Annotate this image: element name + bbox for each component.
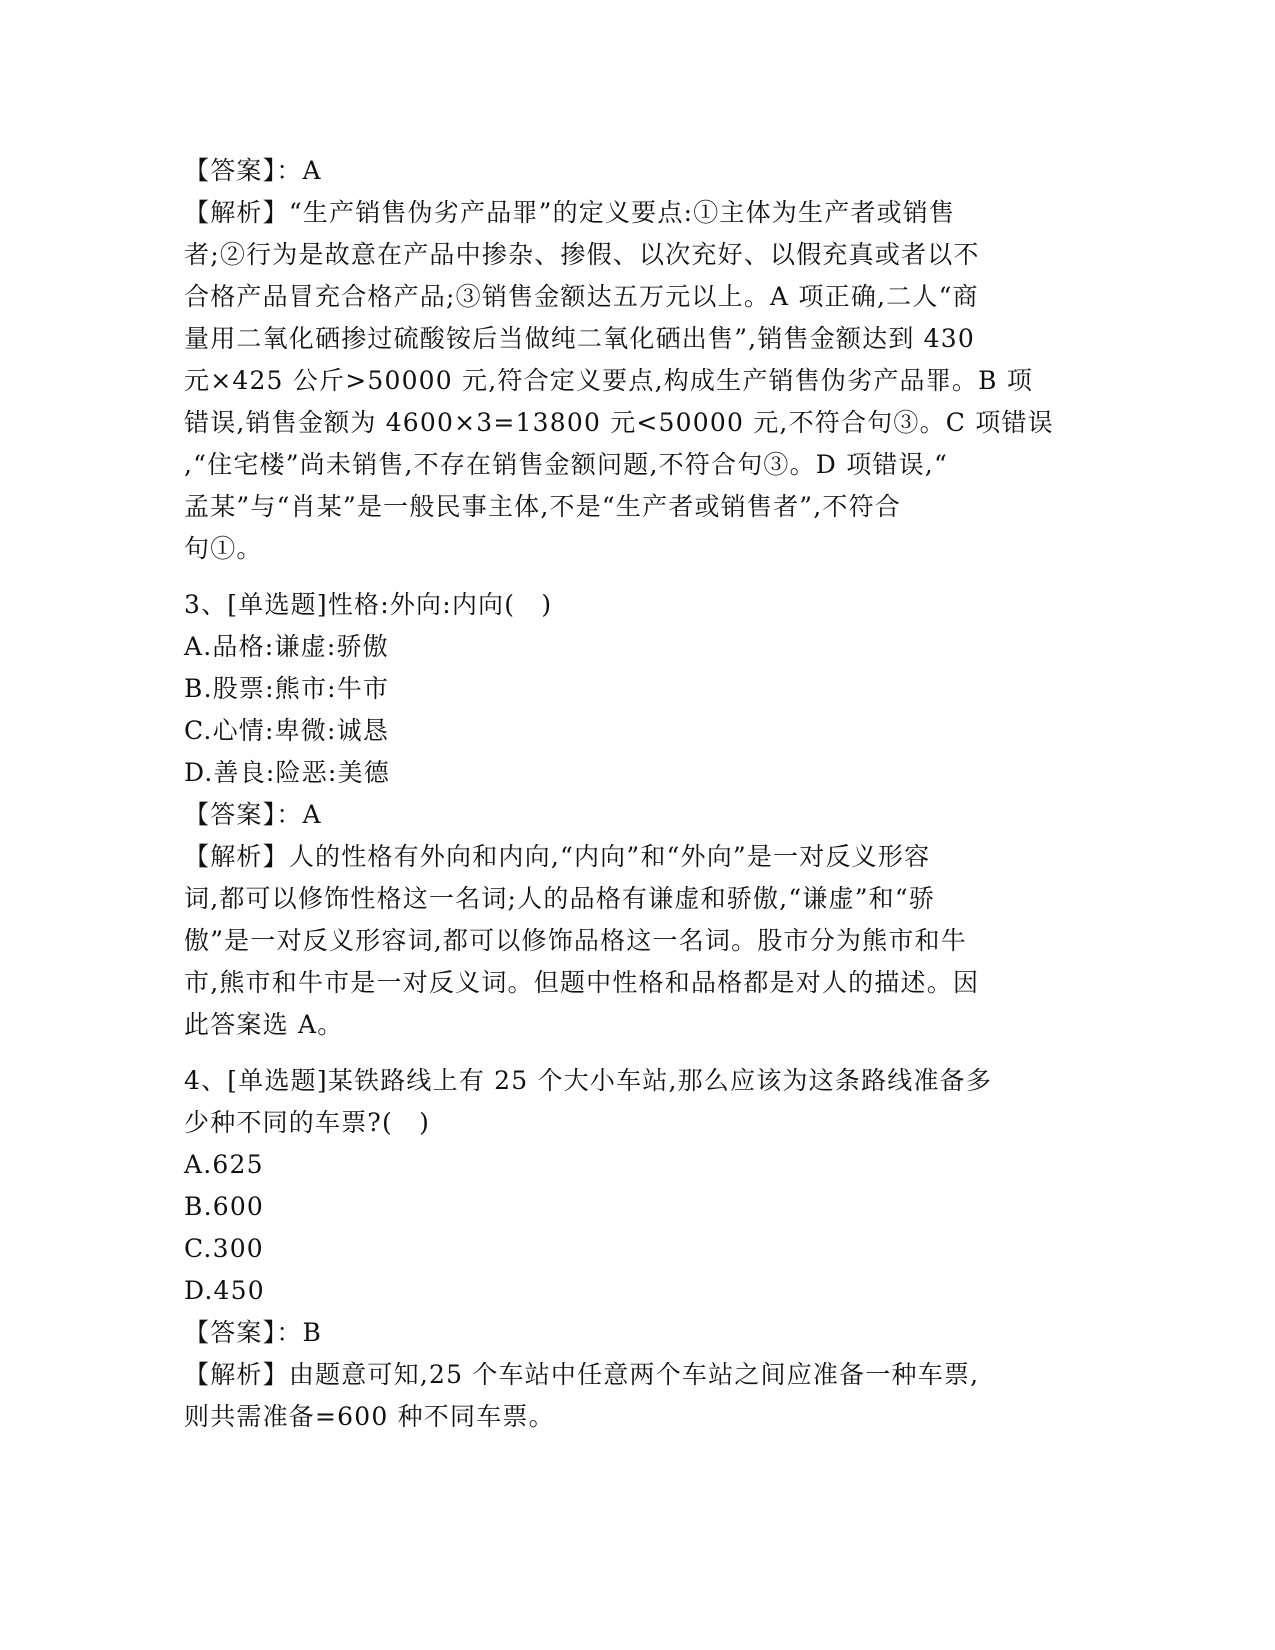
q4-analysis-line [184, 1354, 1094, 1396]
analysis-label: 【解析】 [184, 1360, 289, 1389]
page-content [184, 150, 1094, 1438]
analysis-text: 量用二氧化硒掺过硫酸铵后当做纯二氧化硒出售”,销售金额达到 430 [184, 324, 975, 353]
q2-answer-line [184, 150, 1094, 192]
analysis-text: 市,熊市和牛市是一对反义词。但题中性格和品格都是对人的描述。因 [184, 968, 980, 997]
option-a: A.625 [184, 1150, 264, 1179]
answer-separator: ： [276, 1318, 303, 1347]
option-c: C.心情:卑微:诚恳 [184, 716, 390, 745]
option-d: D.450 [184, 1276, 265, 1305]
analysis-text: 者;②行为是故意在产品中掺杂、掺假、以次充好、以假充真或者以不 [184, 240, 980, 269]
option-b: B.600 [184, 1192, 265, 1221]
answer-label: 【答案】 [184, 156, 277, 185]
answer-value: B [302, 1318, 323, 1347]
analysis-text: 错误,销售金额为 4600×3=13800 元<50000 元,不符合句③。C 项错误 [184, 408, 1054, 437]
spacer [184, 1046, 1094, 1060]
analysis-text: “生产销售伪劣产品罪”的定义要点:①主体为生产者或销售 [288, 198, 956, 227]
q3-stem: 3、[单选题]性格:外向:内向( ) [184, 590, 553, 619]
analysis-text: 则共需准备=600 种不同车票。 [184, 1402, 555, 1431]
analysis-text: 傲”是一对反义形容词,都可以修饰品格这一名词。股市分为熊市和牛 [184, 926, 967, 955]
answer-separator: ： [276, 156, 303, 185]
answer-label: 【答案】 [184, 800, 277, 829]
option-a: A.品格:谦虚:骄傲 [184, 632, 389, 661]
analysis-label: 【解析】 [184, 842, 289, 871]
analysis-text: 句①。 [184, 534, 263, 563]
q3-analysis-line [184, 836, 1094, 878]
analysis-text: 词,都可以修饰性格这一名词;人的品格有谦虚和骄傲,“谦虚”和“骄 [184, 884, 936, 913]
analysis-text: 由题意可知,25 个车站中任意两个车站之间应准备一种车票, [288, 1360, 980, 1389]
q4-answer-line [184, 1312, 1094, 1354]
analysis-text: 合格产品冒充合格产品;③销售金额达五万元以上。A 项正确,二人“商 [184, 282, 979, 311]
option-d: D.善良:险恶:美德 [184, 758, 390, 787]
q2-analysis-line [184, 192, 1094, 234]
option-c: C.300 [184, 1234, 264, 1263]
q3-answer-line [184, 794, 1094, 836]
answer-separator: ： [276, 800, 303, 829]
q4-stem: 4、[单选题]某铁路线上有 25 个大小车站,那么应该为这条路线准备多 [184, 1066, 993, 1095]
answer-value: A [302, 800, 322, 829]
analysis-text: 元×425 公斤>50000 元,符合定义要点,构成生产销售伪劣产品罪。B 项 [184, 366, 1034, 395]
analysis-text: ,“住宅楼”尚未销售,不存在销售金额问题,不符合句③。D 项错误,“ [184, 450, 948, 479]
analysis-text: 孟某”与“肖某”是一般民事主体,不是“生产者或销售者”,不符合 [184, 492, 901, 521]
analysis-label: 【解析】 [184, 198, 289, 227]
analysis-text: 此答案选 A。 [184, 1010, 344, 1039]
spacer [184, 570, 1094, 584]
answer-label: 【答案】 [184, 1318, 277, 1347]
option-b: B.股票:熊市:牛市 [184, 674, 390, 703]
analysis-text: 人的性格有外向和内向,“内向”和“外向”是一对反义形容 [288, 842, 931, 871]
q4-stem: 少种不同的车票?( ) [184, 1108, 431, 1137]
answer-value: A [302, 156, 322, 185]
